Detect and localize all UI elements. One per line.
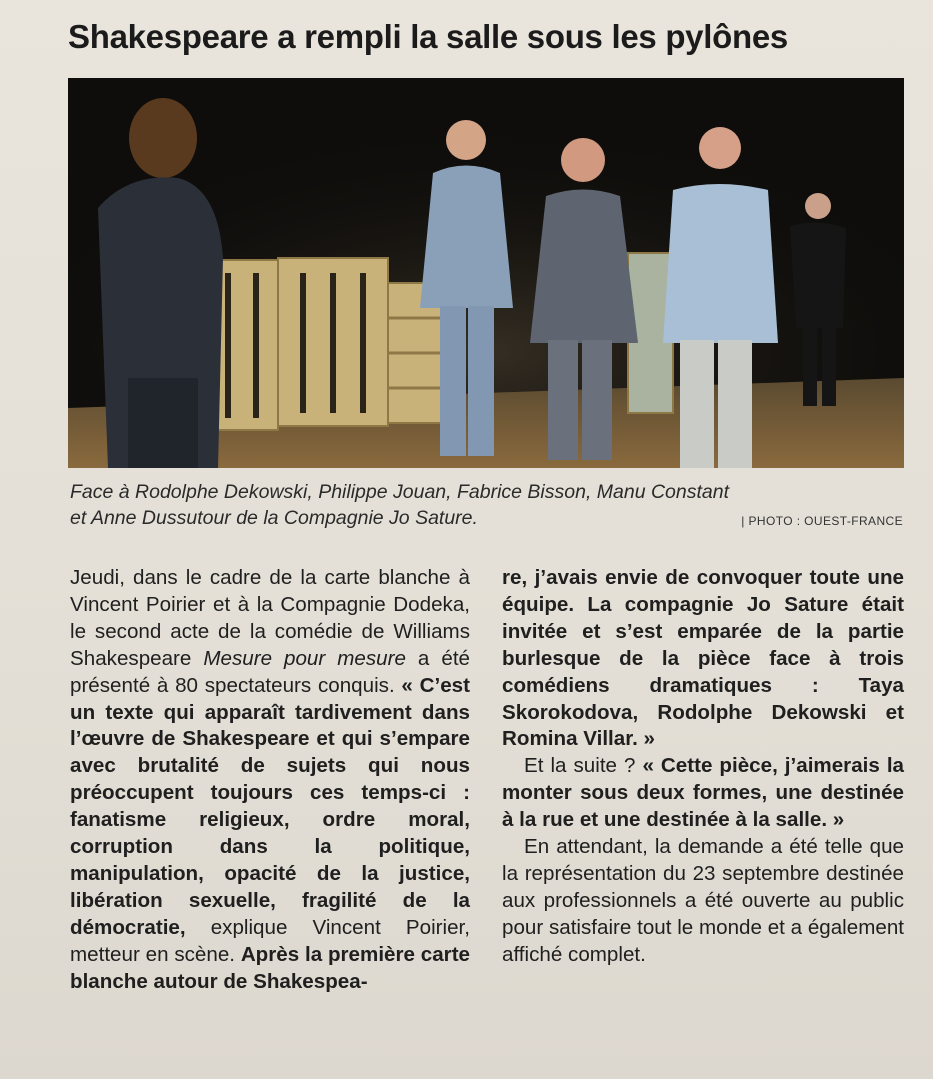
text-run: explique Vincent Poirier, metteur en scène. <box>70 915 470 966</box>
text-run: Jeudi, dans le cadre de la carte blanche à Vincent Poirier et à la Compagnie Dodeka, le second acte de la comédie de Williams Shakespeare <box>70 566 470 670</box>
photo-credit: | PHOTO : OUEST-FRANCE <box>741 514 903 528</box>
quote-bold: Après la première carte blanche autour de Shakespea- <box>70 942 470 993</box>
quote-bold: « C’est un texte qui apparaît tardivement dans l’œuvre de Shakespeare et qui s’empare avec brutalité de sujets qui nous préoccupent toujours ces temps-ci : fanatisme religieux, ordre moral, corruption dans la politique, manipulation, opacité de la justice, libération sexuelle, fragilité de la démocratie, <box>70 673 470 939</box>
play-title: Mesure pour mesure <box>203 646 406 670</box>
article-photo <box>68 78 904 468</box>
quote-bold: « Cette pièce, j’aimerais la monter sous deux formes, une destinée à la rue et une destinée à la salle. » <box>502 754 904 832</box>
article-headline: Shakespeare a rempli la salle sous les pylônes <box>68 18 788 55</box>
text-run: a été présenté à 80 spectateurs conquis. <box>70 646 470 697</box>
article-column-1 <box>70 565 470 996</box>
paragraph: re, j’avais envie de convoquer toute une équipe. La compagnie Jo Sature était invitée et s’est emparée de la partie burlesque de la pièce face à trois comédiens dramatiques : Taya Skorokodova, Rodolphe Dekowski et Romina Villar. » <box>502 566 904 751</box>
text-run: Et la suite ? <box>524 754 643 778</box>
caption-line-1: Face à Rodolphe Dekowski, Philippe Jouan, Fabrice Bisson, Manu Constant <box>70 481 730 503</box>
paragraph: En attendant, la demande a été telle que la représentation du 23 septembre destinée aux professionnels a été ouverte au public pour satisfaire tout le monde et a également affiché complet. <box>502 835 904 966</box>
article-column-2 <box>502 565 904 969</box>
caption-line-2: et Anne Dussutour de la Compagnie Jo Sature. <box>70 507 478 529</box>
paragraph <box>502 753 904 834</box>
stage-photo-illustration <box>68 78 904 468</box>
paragraph <box>70 565 470 996</box>
